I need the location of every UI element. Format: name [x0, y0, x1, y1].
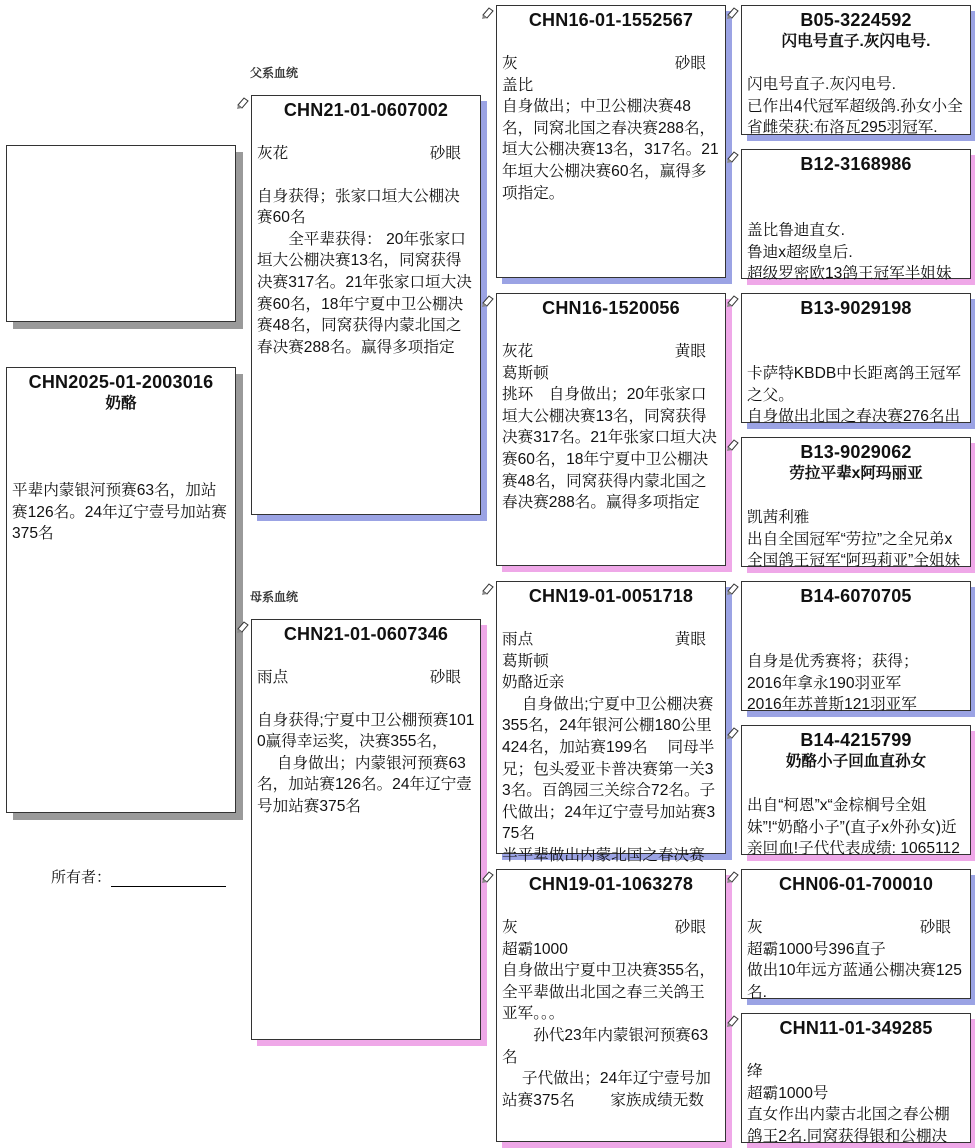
feather-color: 雨点: [502, 631, 534, 648]
eye-type: 砂眼: [674, 919, 706, 936]
ring-number: CHN21-01-0607346: [283, 624, 449, 644]
pedigree-card-dd[interactable]: [496, 869, 726, 1142]
edit-pencil-icon[interactable]: [726, 438, 740, 452]
pigeon-name: 劳拉平辈x阿玛丽亚: [789, 465, 923, 482]
ring-number: CHN19-01-0051718: [528, 586, 694, 606]
feather-color: 灰: [502, 919, 518, 936]
note-line: 自身是优秀赛将；获得；: [747, 653, 919, 670]
edit-pencil-icon[interactable]: [726, 150, 740, 164]
note-line: 自身做出；中卫公棚决赛48名，同窝北国之春决赛288名，垣大公棚决赛13名，317名。21年垣大公棚决赛60名，赢得多项指定。: [502, 98, 719, 202]
note-line: 奶酪近亲: [502, 674, 565, 692]
note-line: 2016年拿永190羽亚军: [747, 674, 902, 692]
note-line: 葛斯顿: [502, 364, 549, 382]
note-line: 半平辈做出内蒙北国之春决赛: [502, 846, 705, 864]
ring-number: B12-3168986: [800, 154, 912, 174]
pedigree-card-dam[interactable]: [251, 619, 481, 1040]
note-line: 自身做出宁夏中卫决赛355名，全平辈做出北国之春三关鸽王亚军。。。: [502, 962, 716, 1023]
pedigree-card-sire[interactable]: [251, 95, 481, 515]
owner-blank-line[interactable]: [111, 872, 226, 887]
edit-pencil-icon[interactable]: [726, 1014, 740, 1028]
note-line: 孙代23年内蒙银河预赛63名: [502, 1026, 709, 1066]
pigeon-name: 奶酪小子回血直孙女: [785, 753, 927, 770]
dam-line-label: 母系血统: [250, 590, 299, 604]
eye-type: 黄眼: [674, 631, 706, 648]
pedigree-card-ss[interactable]: [496, 5, 726, 278]
color-eye-row: [257, 143, 475, 165]
pedigree-card-dds[interactable]: [741, 869, 971, 999]
eye-type: 砂眼: [919, 919, 951, 936]
pigeon-name: 闪电号直子.灰闪电号.: [781, 33, 931, 50]
eye-type: 砂眼: [674, 55, 706, 72]
color-eye-row: [502, 341, 720, 363]
ring-number: B13-9029198: [800, 298, 912, 318]
note-line: 做出10年远方蓝通公棚决赛125名.: [747, 962, 962, 1001]
pedigree-card-ddd[interactable]: [741, 1013, 971, 1143]
ring-number: B14-6070705: [800, 586, 912, 606]
feather-color: 灰花: [502, 343, 534, 360]
pedigree-card-ssd[interactable]: [741, 149, 971, 283]
ring-number: CHN19-01-1063278: [528, 874, 694, 894]
edit-pencil-icon[interactable]: [726, 870, 740, 884]
note-line: 自身做出北国之春决赛276名出: [747, 408, 961, 426]
pedigree-card-sss[interactable]: [741, 5, 971, 135]
owner-field: [51, 866, 226, 887]
color-eye-row: [502, 53, 720, 75]
ring-number: CHN16-01-1552567: [528, 10, 694, 30]
note-line: 超霸1000号396直子: [747, 940, 886, 958]
ring-number: B05-3224592: [800, 10, 912, 30]
edit-pencil-icon[interactable]: [726, 294, 740, 308]
feather-color: 雨点: [257, 669, 289, 686]
note-line: 葛斯顿: [502, 652, 549, 670]
eye-type: 砂眼: [429, 145, 461, 162]
eye-type: 黄眼: [674, 343, 706, 360]
note-line: 自身做出;宁夏中卫公棚决赛355名，24年银河公棚180公里424名，加站赛199名 同母半兄；包头爱亚卡普决赛第一关33名。百鸽园三关综合72名。子代做出；24年辽宁壹号加站赛375名: [502, 695, 716, 843]
note-line: 直女作出内蒙古北国之春公棚鸽王2名.同窝获得银和公棚决: [747, 1106, 950, 1145]
ring-number: B14-4215799: [800, 730, 912, 750]
pedigree-card-sds[interactable]: [741, 293, 971, 426]
edit-pencil-icon[interactable]: [726, 6, 740, 20]
note-line: 2016年苏普斯121羽亚军: [747, 696, 917, 714]
note-line: 超霸1000: [502, 940, 568, 958]
note-line: 超级罗密欧13鸽王冠军半姐妹: [747, 265, 952, 283]
note-line: 自身获得；张家口垣大公棚决赛60名: [257, 187, 460, 227]
ring-number: CHN11-01-349285: [779, 1018, 933, 1038]
ring-number: CHN06-01-700010: [778, 874, 934, 894]
ring-number: CHN2025-01-2003016: [28, 372, 214, 392]
ring-number: CHN21-01-0607002: [283, 100, 449, 120]
note-line: 出自全国冠军“劳拉”之全兄弟x全国鸽王冠军“阿玛莉亚”全姐妹: [747, 530, 961, 570]
feather-color: 灰: [502, 55, 518, 72]
color-eye-row: [257, 667, 475, 689]
note-line: 全平辈获得： 20年张家口垣大公棚决赛13名，同窝获得决赛317名。21年张家口垣大决赛60名，18年宁夏中卫公棚决赛48名，同窝获得内蒙北国之春决赛288名。赢得多项指定: [257, 230, 472, 356]
edit-pencil-icon[interactable]: [481, 294, 495, 308]
pigeon-name: 奶酪: [105, 395, 137, 412]
edit-pencil-icon[interactable]: [481, 870, 495, 884]
note-line: 盖比鲁迪直女.: [747, 222, 845, 239]
feather-color: 绛: [747, 1063, 763, 1080]
owner-label: 所有者：: [51, 869, 112, 886]
color-eye-row: [747, 917, 965, 939]
note-line: 自身获得;宁夏中卫公棚预赛1010赢得幸运奖，决赛355名，: [257, 711, 475, 751]
note-line: 闪电号直子.灰闪电号.: [747, 76, 897, 93]
feather-color: 灰: [747, 919, 763, 936]
note-line: 超霸1000号: [747, 1084, 829, 1102]
pedigree-card-dsd[interactable]: [741, 725, 971, 858]
note-line: 凯茜利雅: [747, 509, 810, 526]
note-line: 挑环 自身做出；20年张家口垣大公棚决赛13名，同窝获得决赛317名。21年张家口垣大决赛60名，18年宁夏中卫公棚决赛48名，同窝获得内蒙北国之春决赛288名。赢得多项指定: [502, 386, 717, 512]
sire-line-label: 父系血统: [250, 66, 299, 80]
pedigree-card-sdd[interactable]: [741, 437, 971, 570]
note-line: 盖比: [502, 76, 534, 94]
note-line: 已作出4代冠军超级鸽.孙女小全省雌荣获:布洛瓦295羽冠军.: [747, 97, 963, 137]
note-line: 自身做出；内蒙银河预赛63名，加站赛126名。24年辽宁壹号加站赛375名: [257, 754, 472, 815]
ring-number: B13-9029062: [800, 442, 912, 462]
edit-pencil-icon[interactable]: [726, 582, 740, 596]
pedigree-card-dss[interactable]: [741, 581, 971, 714]
note-line: 出自“柯恩”x“金棕榈号全姐妹”!“奶酪小子”(直子x外孙女)近亲回血!子代代表成绩: 1065112: [747, 797, 960, 858]
eye-type: 砂眼: [429, 669, 461, 686]
note-line: 子代做出；24年辽宁壹号加站赛375名 家族成绩无数: [502, 1070, 711, 1109]
feather-color: 灰花: [257, 145, 289, 162]
edit-pencil-icon[interactable]: [481, 6, 495, 20]
color-eye-row: [502, 629, 720, 651]
note-line: 平辈内蒙银河预赛63名，加站赛126名。24年辽宁壹号加站赛375名: [12, 482, 227, 543]
edit-pencil-icon[interactable]: [236, 96, 250, 110]
pigeon-photo-placeholder[interactable]: [6, 145, 236, 322]
edit-pencil-icon[interactable]: [726, 726, 740, 740]
pedigree-card-subject[interactable]: [6, 367, 236, 813]
ring-number: CHN16-1520056: [542, 298, 680, 318]
color-eye-row: [502, 917, 720, 939]
edit-pencil-icon[interactable]: [481, 582, 495, 596]
pedigree-card-ds[interactable]: [496, 581, 726, 864]
edit-pencil-icon[interactable]: [236, 620, 250, 634]
note-line: 鲁迪x超级皇后.: [747, 243, 853, 261]
color-eye-row: [747, 1061, 965, 1083]
note-line: 卡萨特KBDB中长距离鸽王冠军之父。: [747, 365, 961, 404]
pedigree-card-sd[interactable]: [496, 293, 726, 566]
